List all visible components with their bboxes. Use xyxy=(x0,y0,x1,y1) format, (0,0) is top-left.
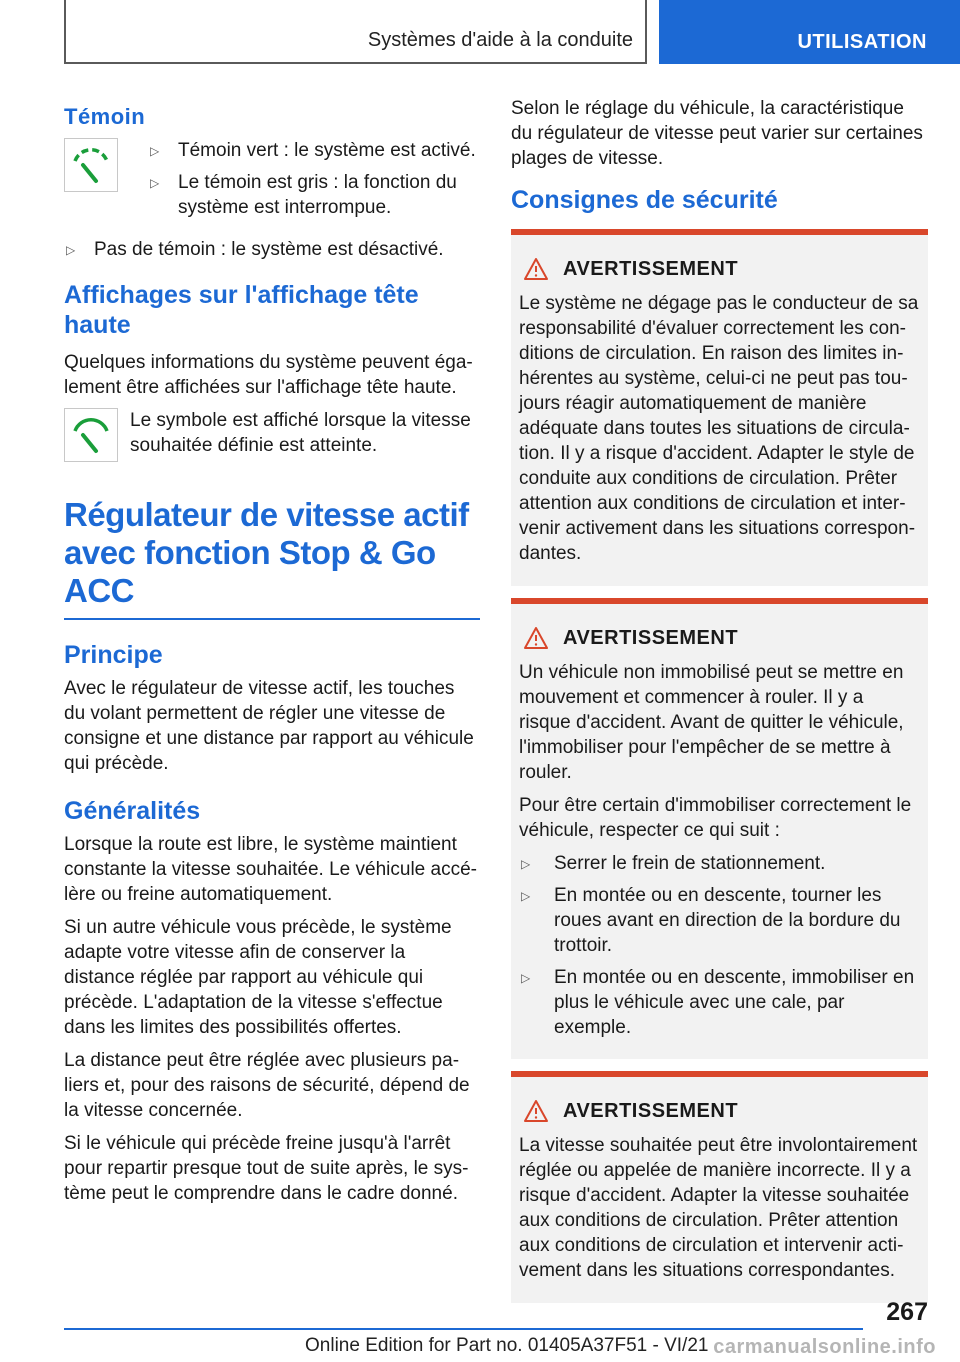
triangle-right-bullet-icon: ▷ xyxy=(150,176,160,190)
warning-header xyxy=(519,257,920,281)
warning-title: AVERTISSEMENT xyxy=(563,626,739,649)
list-item: ▷ Témoin vert : le système est activé. xyxy=(148,138,480,163)
generalites-paragraph: Si un autre véhicule vous précède, le système adapte votre vitesse afin de conserver la distance réglée par rapport au véhicule qui précède. L'adaptation de la vitesse s'effectue dans les limites des possibilités offertes. xyxy=(64,917,452,1038)
speedometer-needle-icon xyxy=(69,413,113,457)
generalites-paragraph: Lorsque la route est libre, le système maintient constante la vitesse souhaitée. Le véhicule accélère ou freine automatiquement. xyxy=(64,834,477,905)
hud-symbol-text: Le symbole est affiché lorsque la vitesse souhaitée définie est atteinte. xyxy=(130,410,471,456)
warning-triangle-icon xyxy=(523,257,549,281)
footer-rule xyxy=(64,1328,863,1330)
running-header xyxy=(64,0,647,64)
hud-icon-frame xyxy=(64,408,118,462)
acc-indicator-icon-frame xyxy=(64,138,118,192)
speedometer-needle-icon xyxy=(69,143,113,187)
warning-header xyxy=(519,1099,920,1123)
warning-title: AVERTISSEMENT xyxy=(563,257,739,280)
intro-text: Selon le réglage du véhicule, la caractéristique du régulateur de vitesse peut varier sur certaines plages de vitesse. xyxy=(511,98,923,169)
warning-paragraph: Le système ne dégage pas le conducteur de sa responsabilité d'évaluer correctement les conditions de circulation. En raison des limites inhérentes au système, celui-ci ne peut pas toujours réagir automatiquement de manière adéquate dans toutes les situations de circulation. Il y a risque d'accident. Adapter le style de conduite aux conditions de circulation. Prêter attention aux conditions de circulation et intervenir activement dans les situations correspondantes. xyxy=(519,293,919,564)
right-column xyxy=(511,96,928,1315)
section-title: Systèmes d'aide à la conduite xyxy=(367,29,633,51)
list-item: ▷ Le témoin est gris : la fonction du système est interrompue. xyxy=(150,172,457,218)
edition-text: Online Edition for Part no. 01405A37F51 - VI/21 xyxy=(305,1335,709,1356)
temoin-heading: Témoin xyxy=(64,104,146,129)
triangle-right-bullet-icon: ▷ xyxy=(66,243,76,257)
triangle-right-bullet-icon: ▷ xyxy=(521,857,531,871)
main-heading: Régulateur de vitesse actif avec fonction Stop & Go ACC xyxy=(64,496,469,609)
principe-heading: Principe xyxy=(64,641,163,669)
warning-paragraph: Un véhicule non immobilisé peut se mettre en mouvement et commencer à rouler. Il y a risque d'accident. Avant de quitter le véhicule, l'immobiliser pour l'empêcher de se mettre à rouler. xyxy=(519,662,904,783)
list-item: ▷ En montée ou en descente, tourner les roues avant en direction de la bordure du trottoir. xyxy=(521,885,901,956)
warning-triangle-icon xyxy=(523,1099,549,1123)
warning-box xyxy=(511,229,928,586)
warning-title: AVERTISSEMENT xyxy=(563,1099,739,1122)
hud-intro: Quelques informations du système peuvent également être affichées sur l'affichage tête haute. xyxy=(64,352,473,398)
list-item: ▷ Serrer le frein de stationnement. xyxy=(519,851,920,876)
generalites-paragraph: Si le véhicule qui précède freine jusqu'à l'arrêt pour repartir presque tout de suite après, le système peut le comprendre dans le cadre donné. xyxy=(64,1133,469,1204)
safety-heading: Consignes de sécurité xyxy=(511,186,778,214)
page-number: 267 xyxy=(886,1298,928,1326)
warning-triangle-icon xyxy=(523,626,549,650)
triangle-right-bullet-icon: ▷ xyxy=(150,144,160,158)
warning-box xyxy=(511,1071,928,1303)
temoin-indicator-block xyxy=(64,138,480,227)
warning-paragraph: Pour être certain d'immobiliser correctement le véhicule, respecter ce qui suit : xyxy=(519,795,912,841)
heading-rule xyxy=(64,618,480,620)
left-column xyxy=(64,96,480,1214)
chapter-tab-label: UTILISATION xyxy=(797,31,927,53)
watermark[interactable]: carmanualsonline.info xyxy=(713,1336,936,1358)
warning-header xyxy=(519,626,920,650)
warning-paragraph: La vitesse souhaitée peut être involontairement réglée ou appelée de manière incorrecte. Il y a risque d'accident. Adapter la vitesse souhaitée aux conditions de circulation. Prêter attention aux conditions de circulation et intervenir activement dans les situations correspondantes. xyxy=(519,1135,918,1281)
generalites-heading: Généralités xyxy=(64,797,201,825)
triangle-right-bullet-icon: ▷ xyxy=(521,971,531,985)
warning-box xyxy=(511,598,928,1059)
hud-heading: Affichages sur l'affichage tête haute xyxy=(64,281,419,339)
principe-text: Avec le régulateur de vitesse actif, les touches du volant permettent de régler une vitesse de consigne et une distance par rapport au véhicule qui précède. xyxy=(64,678,474,774)
triangle-right-bullet-icon: ▷ xyxy=(521,889,531,903)
generalites-paragraph: La distance peut être réglée avec plusieurs paliers et, pour des raisons de sécurité, dépend de la vitesse concernée. xyxy=(64,1050,470,1121)
list-item: ▷ Pas de témoin : le système est désactivé. xyxy=(64,237,480,262)
list-item: ▷ En montée ou en descente, immobiliser en plus le véhicule avec une cale, par exemple. xyxy=(521,967,915,1038)
temoin-bullet-list xyxy=(148,138,480,227)
chapter-tab[interactable] xyxy=(659,0,960,64)
hud-symbol-block xyxy=(64,408,480,466)
